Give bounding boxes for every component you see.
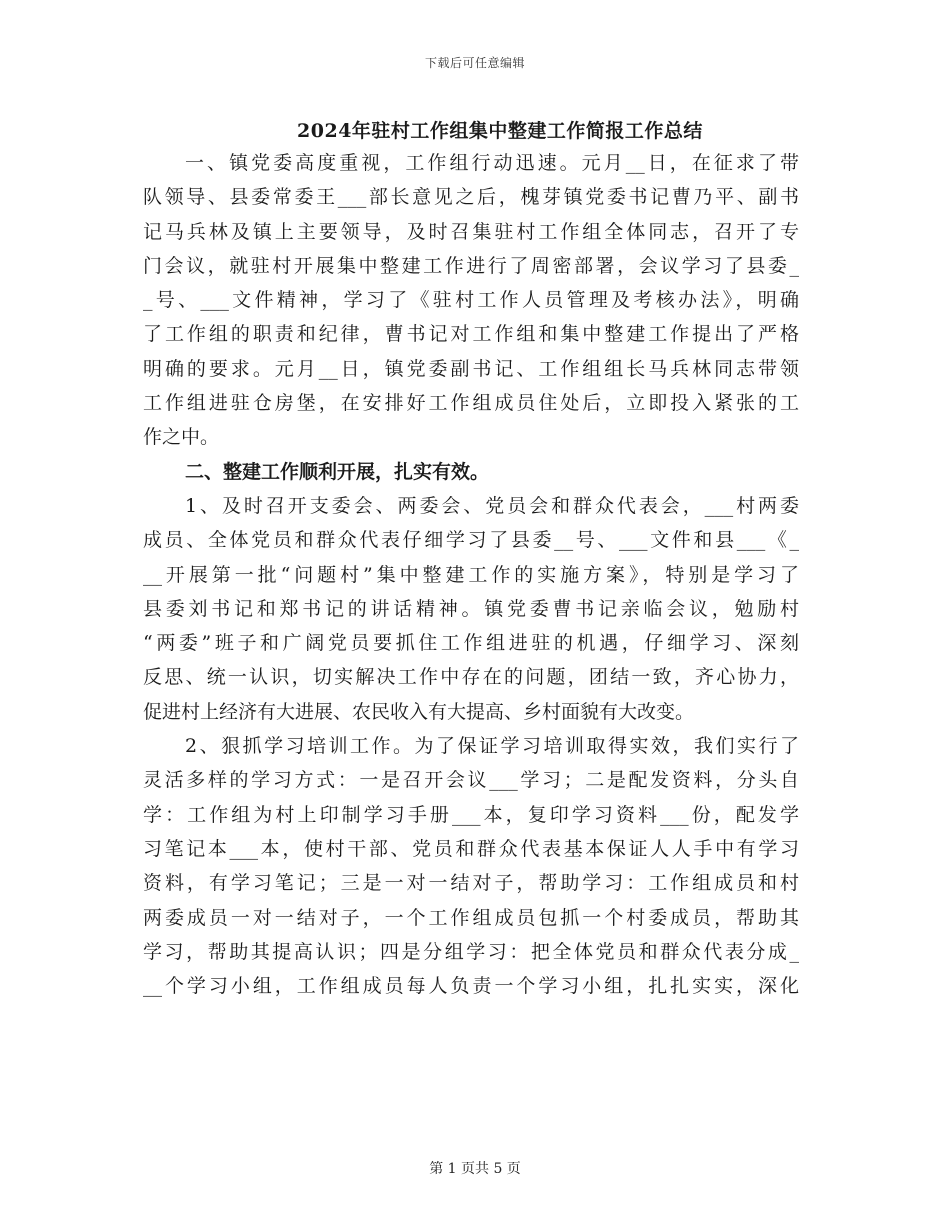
paragraph-line: _号、___文件精神，学习了《驻村工作人员管理及考核办法》，明确 <box>143 289 799 312</box>
paragraph-line: 了工作组的职责和纪律，曹书记对工作组和集中整建工作提出了严格 <box>143 323 799 346</box>
paragraph-line: 学：工作组为村上印制学习手册___本，复印学习资料___份，配发学 <box>143 803 799 826</box>
paragraph-line: 2、狠抓学习培训工作。为了保证学习培训取得实效，我们实行了 <box>185 735 799 758</box>
header-note: 下载后可任意编辑 <box>424 56 525 70</box>
paragraph-line: 促进村上经济有大进展、农民收入有大提高、乡村面貌有大改变。 <box>143 700 695 723</box>
paragraph-line: 习笔记本___本，使村干部、党员和群众代表基本保证人人手中有学习 <box>143 837 799 860</box>
paragraph-line: 两委成员一对一结对子，一个工作组成员包抓一个村委成员，帮助其 <box>143 906 799 929</box>
paragraph-line: 1、及时召开支委会、两委会、党员会和群众代表会，___村两委 <box>185 494 799 517</box>
paragraph-line: 一、镇党委高度重视，工作组行动迅速。元月__日，在征求了带 <box>185 152 799 174</box>
page-number-footer: 第 1 页共 5 页 <box>429 1161 521 1177</box>
paragraph-line: 县委刘书记和郑书记的讲话精神。镇党委曹书记亲临会议，勉励村 <box>143 597 799 620</box>
paragraph-line: 资料，有学习笔记；三是一对一结对子，帮助学习：工作组成员和村 <box>143 872 799 895</box>
document-body <box>143 146 799 1003</box>
paragraph-line: 门会议，就驻村开展集中整建工作进行了周密部署，会议学习了县委_ <box>143 254 799 277</box>
paragraph-line: 学习，帮助其提高认识；四是分组学习：把全体党员和群众代表分成_ <box>143 940 799 963</box>
paragraph-line: __开展第一批“问题村”集中整建工作的实施方案》，特别是学习了 <box>143 563 799 586</box>
paragraph-line: “两委”班子和广阔党员要抓住工作组进驻的机遇，仔细学习、深刻 <box>143 632 799 655</box>
paragraph-line: 明确的要求。元月__日，镇党委副书记、工作组组长马兵林同志带领 <box>143 357 799 380</box>
section-heading: 二、整建工作顺利开展，扎实有效。 <box>185 460 490 483</box>
paragraph-line: __个学习小组，工作组成员每人负责一个学习小组，扎扎实实，深化 <box>143 975 799 998</box>
paragraph-line: 工作组进驻仓房堡，在安排好工作组成员住处后，立即投入紧张的工 <box>143 392 799 415</box>
paragraph-line: 队领导、县委常委王___部长意见之后，槐芽镇党委书记曹乃平、副书 <box>143 186 799 209</box>
paragraph-line: 灵活多样的学习方式：一是召开会议___学习；二是配发资料，分头自 <box>143 769 799 792</box>
paragraph-line: 记马兵林及镇上主要领导，及时召集驻村工作组全体同志，召开了专 <box>143 220 799 243</box>
paragraph-line: 反思、统一认识，切实解决工作中存在的问题，团结一致，齐心协力， <box>143 666 799 689</box>
paragraph-line: 作之中。 <box>143 426 220 449</box>
paragraph-line: 成员、全体党员和群众代表仔细学习了县委__号、___文件和县___《_ <box>143 529 799 552</box>
document-title: 2024年驻村工作组集中整建工作简报工作总结 <box>297 120 703 142</box>
